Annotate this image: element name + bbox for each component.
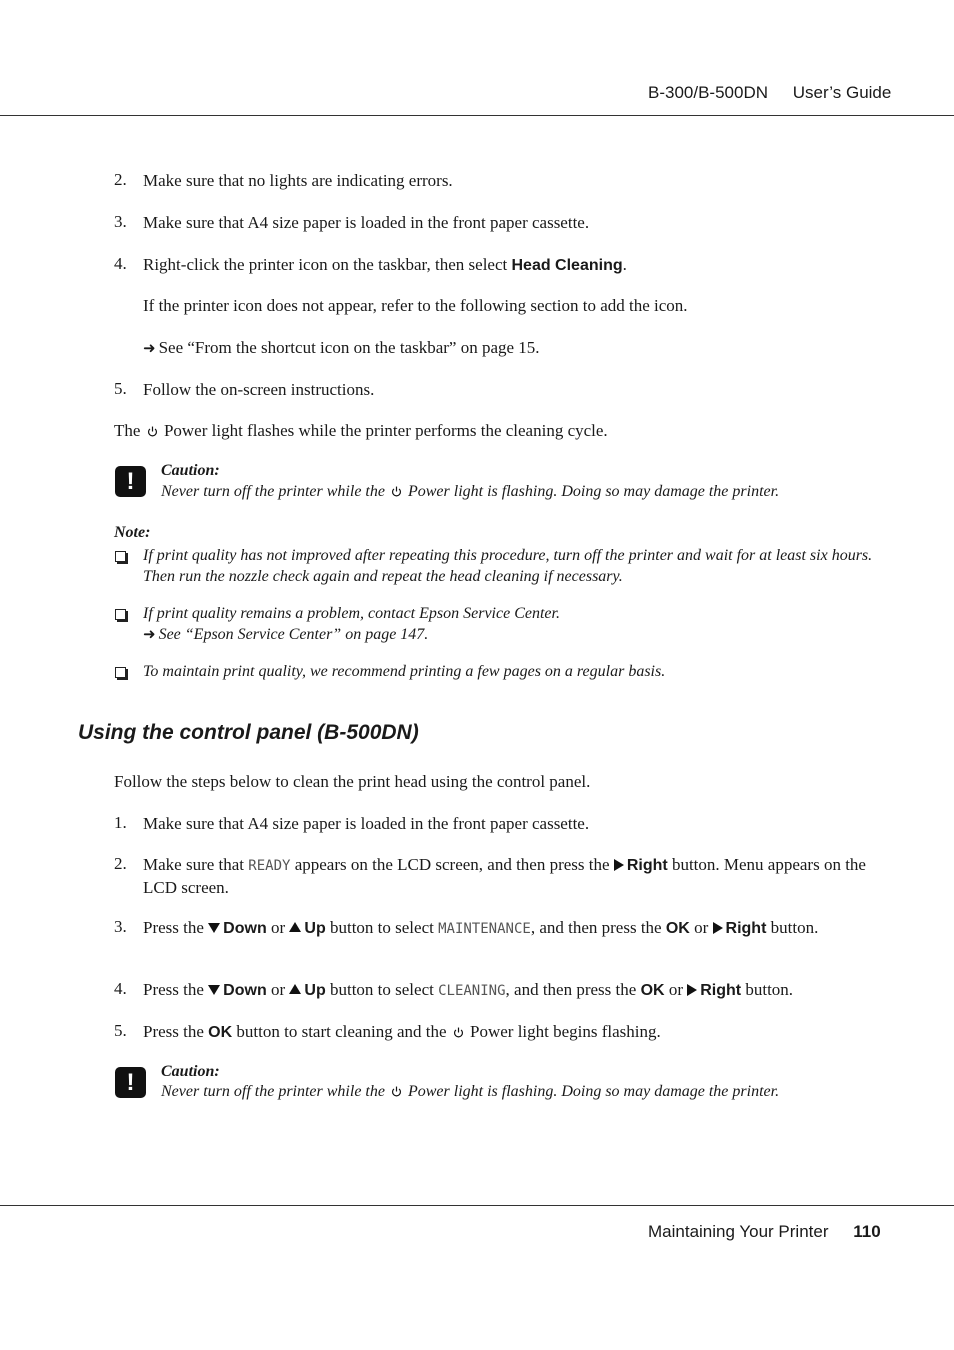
- note-title: Note:: [114, 524, 151, 541]
- text-part: Power light begins flashing.: [465, 1022, 661, 1041]
- right-arrow-icon: [614, 859, 624, 871]
- page-number: 110: [853, 1222, 881, 1241]
- note-item: If print quality has not improved after repeating this procedure, turn off the printer and wait for at least six hours. Then run the nozzle check again and repeat the head cleaning if necessary.: [143, 547, 873, 585]
- head-cleaning-label: Head Cleaning: [511, 257, 623, 274]
- step-number: 5.: [114, 379, 127, 398]
- power-light-note: [114, 420, 608, 441]
- header: [648, 83, 891, 103]
- section-intro: Follow the steps below to clean the print head using the control panel.: [114, 772, 591, 791]
- checkbox-bullet-icon: [115, 551, 126, 562]
- text-part: or: [664, 980, 688, 999]
- step-text: [143, 254, 884, 276]
- ok-button-label: OK: [208, 1024, 233, 1041]
- text-part: Make sure that: [143, 855, 249, 874]
- step-text: Follow the on-screen instructions.: [143, 380, 375, 399]
- step-number: 4.: [114, 979, 127, 998]
- power-icon: [453, 1027, 464, 1038]
- text-part: or: [266, 918, 290, 937]
- down-arrow-icon: [208, 985, 220, 995]
- step-number: 2.: [114, 170, 127, 189]
- step-text: [143, 979, 914, 1002]
- step-text-part: Right-click the printer icon on the taskbar, then select: [143, 255, 512, 274]
- text-part: or: [689, 918, 713, 937]
- up-arrow-icon: [289, 984, 301, 994]
- note-item: To maintain print quality, we recommend printing a few pages on a regular basis.: [143, 663, 666, 680]
- arrow-right-icon: ➜: [143, 341, 156, 357]
- step-text: Make sure that no lights are indicating errors.: [143, 171, 453, 190]
- text-part: Power light is flashing. Doing so may damage the printer.: [403, 1083, 780, 1100]
- cross-reference-link[interactable]: See “From the shortcut icon on the taskbar” on page 15.: [158, 338, 540, 357]
- header-guide-title: User’s Guide: [792, 83, 892, 102]
- text-part: Press the: [143, 1022, 209, 1041]
- step-text-part: .: [622, 255, 627, 274]
- caution-title: Caution:: [161, 1063, 220, 1080]
- footer: [648, 1222, 881, 1242]
- cross-reference[interactable]: [143, 337, 884, 360]
- right-arrow-icon: [713, 922, 723, 934]
- step-number: 4.: [114, 254, 127, 273]
- right-arrow-icon: [687, 984, 697, 996]
- step-number: 3.: [114, 212, 127, 231]
- step-subtext: If the printer icon does not appear, refer to the following section to add the icon.: [143, 296, 688, 315]
- lcd-text: CLEANING: [438, 983, 506, 999]
- down-arrow-icon: [208, 923, 220, 933]
- step-number: 1.: [114, 813, 127, 832]
- cross-reference-link[interactable]: See “Epson Service Center” on page 147.: [158, 626, 429, 643]
- down-button-label: Down: [223, 982, 267, 999]
- footer-chapter: Maintaining Your Printer: [648, 1222, 829, 1241]
- footer-rule: [0, 1205, 954, 1206]
- text-part: or: [266, 980, 290, 999]
- header-rule: [0, 115, 954, 116]
- up-arrow-icon: [289, 922, 301, 932]
- text-part: Never turn off the printer while the: [161, 483, 389, 500]
- text-part: appears on the LCD screen, and then press the: [290, 855, 614, 874]
- caution-icon: !: [115, 1067, 146, 1098]
- text-part: , and then press the: [505, 980, 641, 999]
- text-part: Never turn off the printer while the: [161, 1083, 389, 1100]
- ok-button-label: OK: [640, 982, 665, 999]
- up-button-label: Up: [304, 982, 326, 999]
- lcd-text: MAINTENANCE: [438, 921, 531, 937]
- text-part: button.: [741, 980, 794, 999]
- step-text: Make sure that A4 size paper is loaded in the front paper cassette.: [143, 814, 590, 833]
- note-item: If print quality remains a problem, contact Epson Service Center.: [143, 605, 560, 622]
- right-button-label: Right: [626, 857, 668, 874]
- text-part: button to select: [325, 980, 439, 999]
- power-icon: [391, 486, 402, 497]
- text-part: button.: [766, 918, 819, 937]
- ok-button-label: OK: [665, 920, 690, 937]
- right-button-label: Right: [725, 920, 767, 937]
- caution-icon: !: [115, 466, 146, 497]
- text-part: , and then press the: [530, 918, 666, 937]
- step-text: [143, 1021, 884, 1043]
- checkbox-bullet-icon: [115, 609, 126, 620]
- header-model: B-300/B-500DN: [648, 83, 769, 102]
- step-text: Make sure that A4 size paper is loaded in the front paper cassette.: [143, 213, 590, 232]
- arrow-right-icon: ➜: [143, 627, 156, 643]
- lcd-text: READY: [248, 858, 291, 874]
- caution-text: [161, 1083, 779, 1101]
- text-part: button to start cleaning and the: [232, 1022, 451, 1041]
- text-part: Press the: [143, 980, 209, 999]
- step-text: [143, 917, 884, 940]
- note-cross-reference[interactable]: [143, 624, 884, 646]
- caution-title: Caution:: [161, 462, 220, 479]
- step-number: 3.: [114, 917, 127, 936]
- right-button-label: Right: [700, 982, 742, 999]
- caution-text: [161, 483, 779, 501]
- up-button-label: Up: [304, 920, 326, 937]
- text-part: The: [114, 421, 145, 440]
- step-text: [143, 854, 884, 898]
- power-icon: [147, 426, 158, 437]
- text-part: button to select: [325, 918, 439, 937]
- text-part: Power light flashes while the printer performs the cleaning cycle.: [159, 421, 608, 440]
- power-icon: [391, 1086, 402, 1097]
- step-number: 2.: [114, 854, 127, 873]
- step-number: 5.: [114, 1021, 127, 1040]
- section-heading: Using the control panel (B-500DN): [78, 721, 419, 744]
- text-part: Press the: [143, 918, 209, 937]
- down-button-label: Down: [223, 920, 267, 937]
- text-part: Power light is flashing. Doing so may damage the printer.: [403, 483, 780, 500]
- checkbox-bullet-icon: [115, 667, 126, 678]
- text-part: button. Menu appears on the LCD screen.: [143, 855, 866, 897]
